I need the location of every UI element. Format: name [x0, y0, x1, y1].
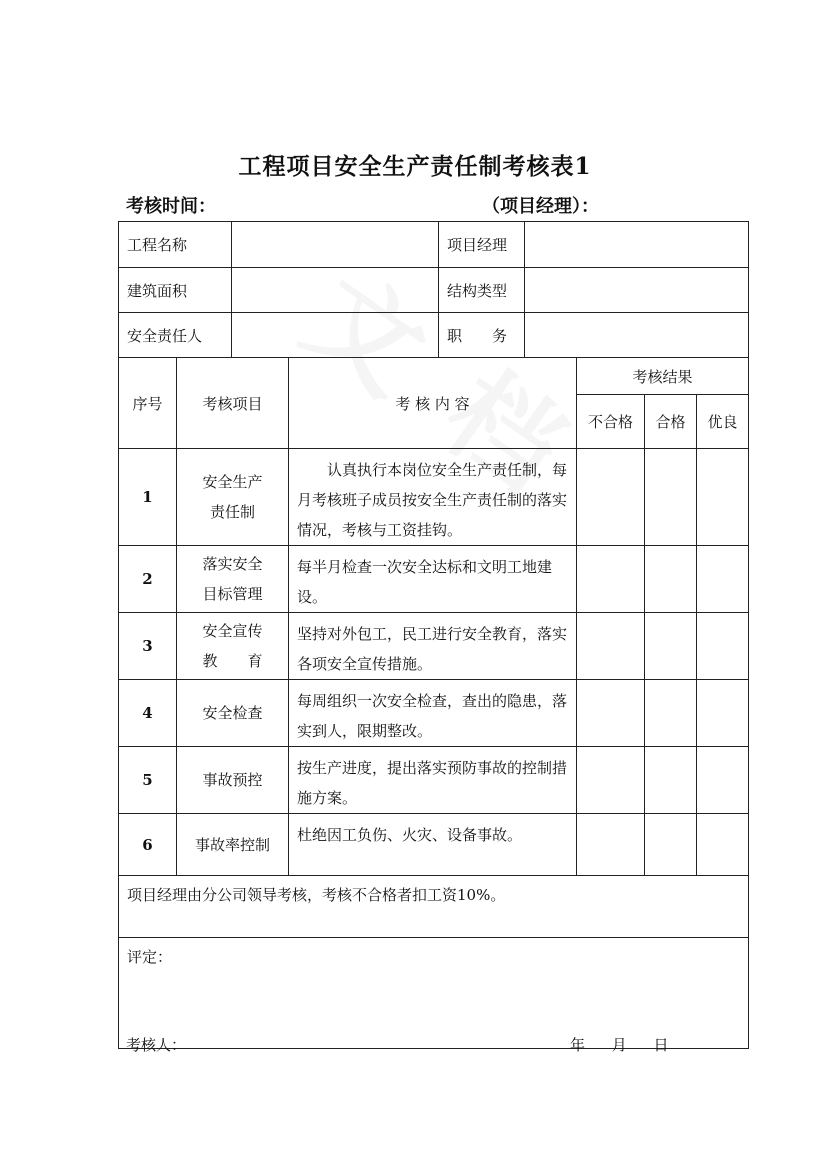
safety-person-value[interactable] [232, 313, 439, 358]
row-content: 每周组织一次安全检查，查出的隐患，落实到人，限期整改。 [289, 680, 577, 747]
table-row [119, 449, 749, 546]
table-row [119, 546, 749, 613]
row-item-line: 目标管理 [202, 585, 263, 603]
table-row [119, 680, 749, 747]
info-row [119, 268, 749, 313]
building-area-value[interactable] [232, 268, 439, 313]
pass-cell[interactable] [645, 546, 697, 613]
position-label: 职 务 [439, 313, 525, 358]
safety-person-label: 安全责任人 [119, 313, 232, 358]
row-number: 1 [119, 449, 177, 546]
header-row [119, 358, 749, 395]
excellent-cell[interactable] [697, 747, 749, 814]
info-row [119, 313, 749, 358]
row-content: 按生产进度，提出落实预防事故的控制措施方案。 [289, 747, 577, 814]
row-number: 3 [119, 613, 177, 680]
header-excellent: 优良 [697, 395, 749, 449]
manager-label: （项目经理）： [482, 196, 599, 217]
row-item-line: 责任制 [209, 503, 255, 521]
fail-cell[interactable] [577, 449, 645, 546]
row-item-line: 安全生产 [202, 473, 263, 491]
fail-cell[interactable] [577, 814, 645, 876]
position-value[interactable] [525, 313, 749, 358]
fail-cell[interactable] [577, 680, 645, 747]
excellent-cell[interactable] [697, 814, 749, 876]
project-manager-value[interactable] [525, 222, 749, 268]
pass-cell[interactable] [645, 449, 697, 546]
structure-type-label: 结构类型 [439, 268, 525, 313]
excellent-cell[interactable] [697, 680, 749, 747]
row-item [177, 613, 289, 680]
evaluation-row [119, 938, 749, 1049]
header-fail: 不合格 [577, 395, 645, 449]
building-area-label: 建筑面积 [119, 268, 232, 313]
info-table [118, 221, 749, 358]
pass-cell[interactable] [645, 747, 697, 814]
header-item: 考核项目 [177, 358, 289, 449]
excellent-cell[interactable] [697, 449, 749, 546]
note-row [119, 876, 749, 938]
row-content: 坚持对外包工，民工进行安全教育，落实各项安全宣传措施。 [289, 613, 577, 680]
row-item-line: 安全宣传 [202, 622, 263, 640]
page-title: 工程项目安全生产责任制考核表1 [238, 153, 592, 180]
row-item-line: 落实安全 [202, 555, 263, 573]
header-seq: 序号 [119, 358, 177, 449]
row-number: 4 [119, 680, 177, 747]
row-number: 5 [119, 747, 177, 814]
project-name-value[interactable] [232, 222, 439, 268]
fail-cell[interactable] [577, 546, 645, 613]
examiner-label: 考核人： [126, 1036, 187, 1054]
table-row [119, 613, 749, 680]
pass-cell[interactable] [645, 613, 697, 680]
assessment-table [118, 357, 749, 1049]
row-content: 杜绝因工负伤、火灾、设备事故。 [289, 814, 577, 876]
excellent-cell[interactable] [697, 613, 749, 680]
evaluation-label[interactable]: 评定： [119, 938, 749, 1049]
fail-cell[interactable] [577, 747, 645, 814]
date-label: 年 月 日 [570, 1036, 669, 1054]
header-result: 考核结果 [577, 358, 749, 395]
fail-cell[interactable] [577, 613, 645, 680]
structure-type-value[interactable] [525, 268, 749, 313]
row-number: 2 [119, 546, 177, 613]
row-content: 认真执行本岗位安全生产责任制，每月考核班子成员按安全生产责任制的落实情况，考核与工资挂钩。 [289, 449, 577, 546]
row-item: 事故预控 [177, 747, 289, 814]
info-row [119, 222, 749, 268]
project-manager-label: 项目经理 [439, 222, 525, 268]
note-text: 项目经理由分公司领导考核，考核不合格者扣工资10%。 [119, 876, 749, 938]
row-number: 6 [119, 814, 177, 876]
table-row [119, 747, 749, 814]
row-item-line: 教 育 [202, 652, 263, 670]
table-row [119, 814, 749, 876]
project-name-label: 工程名称 [119, 222, 232, 268]
row-item: 安全检查 [177, 680, 289, 747]
row-content: 每半月检查一次安全达标和文明工地建设。 [289, 546, 577, 613]
row-item [177, 546, 289, 613]
excellent-cell[interactable] [697, 546, 749, 613]
exam-time-label: 考核时间： [126, 196, 216, 217]
row-item: 事故率控制 [177, 814, 289, 876]
row-item [177, 449, 289, 546]
header-pass: 合格 [645, 395, 697, 449]
header-content: 考 核 内 容 [289, 358, 577, 449]
pass-cell[interactable] [645, 680, 697, 747]
pass-cell[interactable] [645, 814, 697, 876]
